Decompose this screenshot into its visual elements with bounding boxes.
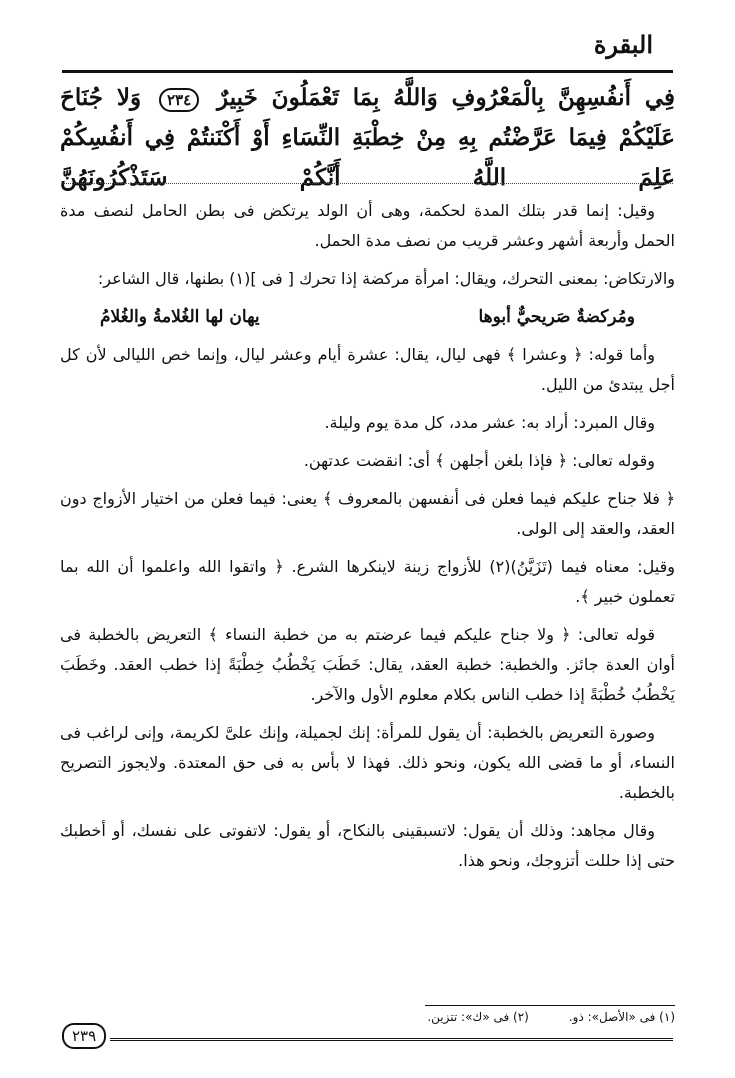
poem-hemistich-second: يهان لها الغُلامةُ والغُلامُ [100, 307, 260, 327]
paragraph: والارتكاض: بمعنى التحرك، ويقال: امرأة مركضة إذا تحرك [ فى ](١) بطنها، قال الشاعر: [97, 269, 675, 288]
paragraph: وقال مجاهد: وذلك أن يقول: لاتسبقينى بالنكاح، أو يقول: لاتفوتى على نفسك، أو أخطبك حتى إذا حللت أتزوجك، ونحو هذا. [60, 821, 675, 870]
footnote-1: (١) فى «الأصل»: ذو. [568, 1010, 675, 1024]
footnote-2: (٢) فى «ك»: تتزين. [427, 1010, 529, 1024]
bottom-rule [110, 1038, 673, 1041]
paragraph: قوله تعالى: ﴿ ولا جناح عليكم فيما عرضتم به من خطبة النساء ﴾ التعريض بالخطبة فى أوان العدة جائز. والخطبة: خطبة العقد، يقال: خَطَبَ يَخْطُبُ خِطْبَةً إذا خطب العقد. وخَطَبَ يَخْطُبُ خُطْبَةً إذا خطب الناس بكلام معلوم الأول والآخر. [60, 625, 675, 704]
paragraph: وقال المبرد: أراد به: عشر مدد، كل مدة يوم وليلة. [324, 413, 655, 432]
paragraph: وصورة التعريض بالخطبة: أن يقول للمرأة: إنك لجميلة، وإنك علىَّ لكريمة، وإنى لراغب فى النساء، أو ما قضى الله يكون، ونحو ذلك. فهذا لا بأس به فى حق المعتدة. ولايجوز التصريح بالخطبة. [60, 723, 675, 802]
verse-number-marker: ٢٣٤ [159, 88, 199, 112]
quran-line1-part-b: وَلا جُنَاحَ عَلَيْكُمْ فِيمَا [60, 84, 675, 151]
poem-verse [60, 302, 675, 332]
dotted-separator [62, 183, 673, 184]
header-rule [62, 70, 673, 73]
poem-hemistich-first: ومُركضةٌ صَريحيٌّ أبوها [478, 307, 635, 327]
paragraph: ﴿ فلا جناح عليكم فيما فعلن فى أنفسهن بالمعروف ﴾ يعنى: فيما فعلن من اختيار الأزواج دون العقد، والعقد إلى الولى. [60, 489, 675, 538]
footnotes [260, 1010, 675, 1024]
paragraph: وقيل: معناه فيما (تَزَيَّنُ)(٢) للأزواج زينة لاينكرها الشرع. ﴿ واتقوا الله واعلموا أن الله بما تعملون خبير ﴾. [60, 557, 675, 606]
paragraph: وقوله تعالى: ﴿ فإذا بلغن أجلهن ﴾ أى: انقضت عدتهن. [303, 451, 655, 470]
quran-line1-part-a: فِي أَنفُسِهِنَّ بِالْمَعْرُوفِ وَاللَّهُ بِمَا تَعْمَلُونَ خَبِيرٌ [217, 84, 676, 111]
footnote-rule [425, 1005, 675, 1006]
paragraph: وقيل: إنما قدر بتلك المدة لحكمة، وهى أن الولد يرتكض فى بطن الحامل لنصف مدة الحمل وأربعة أشهر وعشر قريب من نصف مدة الحمل. [60, 201, 675, 250]
page-number: ٢٣٩ [62, 1023, 106, 1049]
surah-title: البقرة [593, 30, 653, 59]
quran-verse-block [60, 78, 675, 198]
quran-line2: عَرَّضْتُم بِهِ مِنْ خِطْبَةِ النِّسَاءِ أَوْ أَكْنَنتُمْ فِي أَنفُسِكُمْ عَلِمَ اللَّهُ أَنَّكُمْ سَتَذْكُرُونَهُنَّ [60, 124, 675, 191]
paragraph: وأما قوله: ﴿ وعشرا ﴾ فهى ليال، يقال: عشرة أيام وعشر ليال، وإنما خص الليالى لأن كل أجل يبتدئ من الليل. [60, 345, 675, 394]
commentary-body [60, 196, 675, 884]
